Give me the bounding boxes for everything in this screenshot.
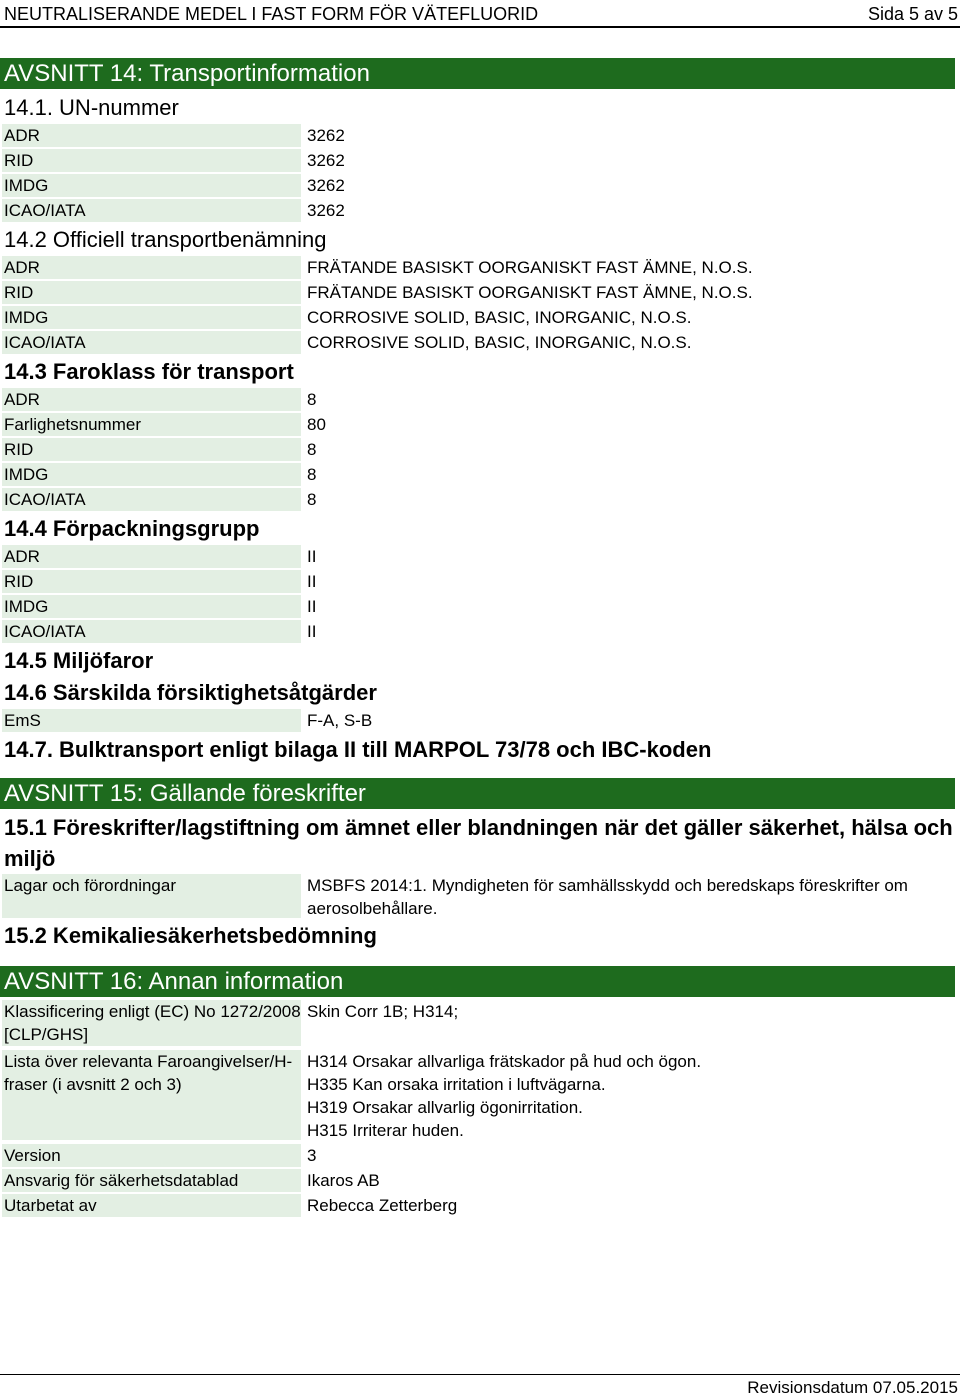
- table-row: [0, 306, 960, 331]
- row-value: II: [307, 597, 317, 616]
- table-row: [0, 388, 960, 413]
- packing-group-table: [0, 545, 960, 645]
- row-label: EmS: [2, 709, 301, 732]
- subsection-14-2: 14.2 Officiell transportbenämning: [4, 227, 327, 252]
- table-row: [0, 1144, 960, 1169]
- table-row: [0, 174, 960, 199]
- table-row: [0, 874, 960, 920]
- row-label: Farlighetsnummer: [2, 413, 301, 436]
- list-item: H335 Kan orsaka irritation i luftvägarna.: [307, 1075, 606, 1094]
- table-row: [0, 149, 960, 174]
- subsection-15-2: 15.2 Kemikaliesäkerhetsbedömning: [4, 923, 377, 948]
- row-label: RID: [2, 570, 301, 593]
- header-rule: [0, 26, 960, 28]
- row-value: 8: [307, 490, 317, 509]
- table-row: [0, 256, 960, 281]
- row-value: II: [307, 547, 317, 566]
- table-row: [0, 199, 960, 224]
- hazard-statement-list: [301, 1050, 957, 1142]
- row-label: ADR: [2, 124, 301, 147]
- row-label: RID: [2, 149, 301, 172]
- row-label: IMDG: [2, 306, 301, 329]
- list-item: H314 Orsakar allvarliga frätskador på hud och ögon.: [307, 1052, 702, 1071]
- row-value: 8: [307, 465, 317, 484]
- shipping-name-table: [0, 256, 960, 356]
- hazard-class-table: [0, 388, 960, 513]
- row-label: IMDG: [2, 174, 301, 197]
- table-row: [0, 438, 960, 463]
- table-row: [0, 545, 960, 570]
- spacer: [0, 952, 960, 966]
- subsection-14-1: 14.1. UN-nummer: [4, 95, 179, 120]
- list-item: H319 Orsakar allvarlig ögonirritation.: [307, 1098, 583, 1117]
- row-value: 80: [307, 415, 326, 434]
- subsection-14-3: 14.3 Faroklass för transport: [4, 359, 294, 384]
- row-value: 8: [307, 390, 317, 409]
- un-number-table: [0, 124, 960, 224]
- page-header: [0, 0, 960, 26]
- subsection-14-6: 14.6 Särskilda försiktighetsåtgärder: [4, 680, 377, 705]
- row-value: FRÄTANDE BASISKT OORGANISKT FAST ÄMNE, N.O.S.: [307, 283, 753, 302]
- table-row: [0, 709, 960, 734]
- row-value: 3262: [307, 201, 345, 220]
- row-value: CORROSIVE SOLID, BASIC, INORGANIC, N.O.S.: [307, 333, 692, 352]
- table-row: [0, 620, 960, 645]
- subsection-14-5: 14.5 Miljöfaror: [4, 648, 154, 673]
- row-value: CORROSIVE SOLID, BASIC, INORGANIC, N.O.S.: [307, 308, 692, 327]
- subsection-14-4: 14.4 Förpackningsgrupp: [4, 516, 260, 541]
- row-value: 8: [307, 440, 317, 459]
- row-value: F-A, S-B: [307, 711, 373, 730]
- row-label: IMDG: [2, 595, 301, 618]
- row-label: ICAO/IATA: [2, 488, 301, 511]
- row-label: IMDG: [2, 463, 301, 486]
- section-14-heading: AVSNITT 14: Transportinformation: [0, 58, 955, 89]
- section-16-heading: AVSNITT 16: Annan information: [0, 966, 955, 997]
- table-row: [0, 124, 960, 149]
- row-label: Klassificering enligt (EC) No 1272/2008 [CLP/GHS]: [4, 1002, 301, 1044]
- row-value: Skin Corr 1B; H314;: [307, 1002, 459, 1021]
- table-row: [0, 1169, 960, 1194]
- row-label: ICAO/IATA: [2, 331, 301, 354]
- row-label: Lagar och förordningar: [2, 874, 301, 918]
- table-row: [0, 570, 960, 595]
- spacer: [0, 766, 960, 778]
- row-value: II: [307, 572, 317, 591]
- list-item: H315 Irriterar huden.: [307, 1121, 464, 1140]
- footer-rule: [0, 1374, 960, 1375]
- table-row: [0, 1000, 960, 1048]
- table-row: [0, 1050, 960, 1142]
- row-label: Lista över relevanta Faroangivelser/H-fraser (i avsnitt 2 och 3): [2, 1050, 301, 1140]
- row-value: 3: [307, 1146, 317, 1165]
- row-value: 3262: [307, 126, 345, 145]
- row-label: ADR: [2, 545, 301, 568]
- row-label: ADR: [2, 256, 301, 279]
- row-label: Ansvarig för säkerhetsdatablad: [2, 1169, 301, 1192]
- document-body: [0, 58, 960, 1219]
- table-row: [0, 331, 960, 356]
- row-value: Rebecca Zetterberg: [307, 1196, 458, 1215]
- table-row: [0, 1194, 960, 1219]
- row-value: 3262: [307, 151, 345, 170]
- row-label: RID: [2, 438, 301, 461]
- subsection-14-7: 14.7. Bulktransport enligt bilaga II till MARPOL 73/78 och IBC-koden: [4, 737, 712, 762]
- subsection-15-1: 15.1 Föreskrifter/lagstiftning om ämnet eller blandningen när det gäller säkerhet, hälsa och miljö: [4, 815, 953, 871]
- row-value: MSBFS 2014:1. Myndigheten för samhällsskydd och beredskaps föreskrifter om aerosolbehållare.: [307, 876, 908, 918]
- row-value: FRÄTANDE BASISKT OORGANISKT FAST ÄMNE, N.O.S.: [307, 258, 753, 277]
- table-row: [0, 281, 960, 306]
- row-label: Utarbetat av: [2, 1194, 301, 1217]
- row-value: II: [307, 622, 317, 641]
- row-value: Ikaros AB: [307, 1171, 380, 1190]
- row-label: ADR: [2, 388, 301, 411]
- table-row: [0, 463, 960, 488]
- document-title: NEUTRALISERANDE MEDEL I FAST FORM FÖR VÄTEFLUORID: [4, 4, 539, 24]
- section-15-heading: AVSNITT 15: Gällande föreskrifter: [0, 778, 955, 809]
- table-row: [0, 488, 960, 513]
- row-label: Version: [2, 1144, 301, 1167]
- table-row: [0, 413, 960, 438]
- row-value: 3262: [307, 176, 345, 195]
- page-number: Sida 5 av 5: [867, 4, 958, 24]
- row-label: RID: [2, 281, 301, 304]
- row-label: ICAO/IATA: [2, 620, 301, 643]
- row-label: ICAO/IATA: [2, 199, 301, 222]
- revision-date: Revisionsdatum 07.05.2015: [747, 1378, 958, 1397]
- table-row: [0, 595, 960, 620]
